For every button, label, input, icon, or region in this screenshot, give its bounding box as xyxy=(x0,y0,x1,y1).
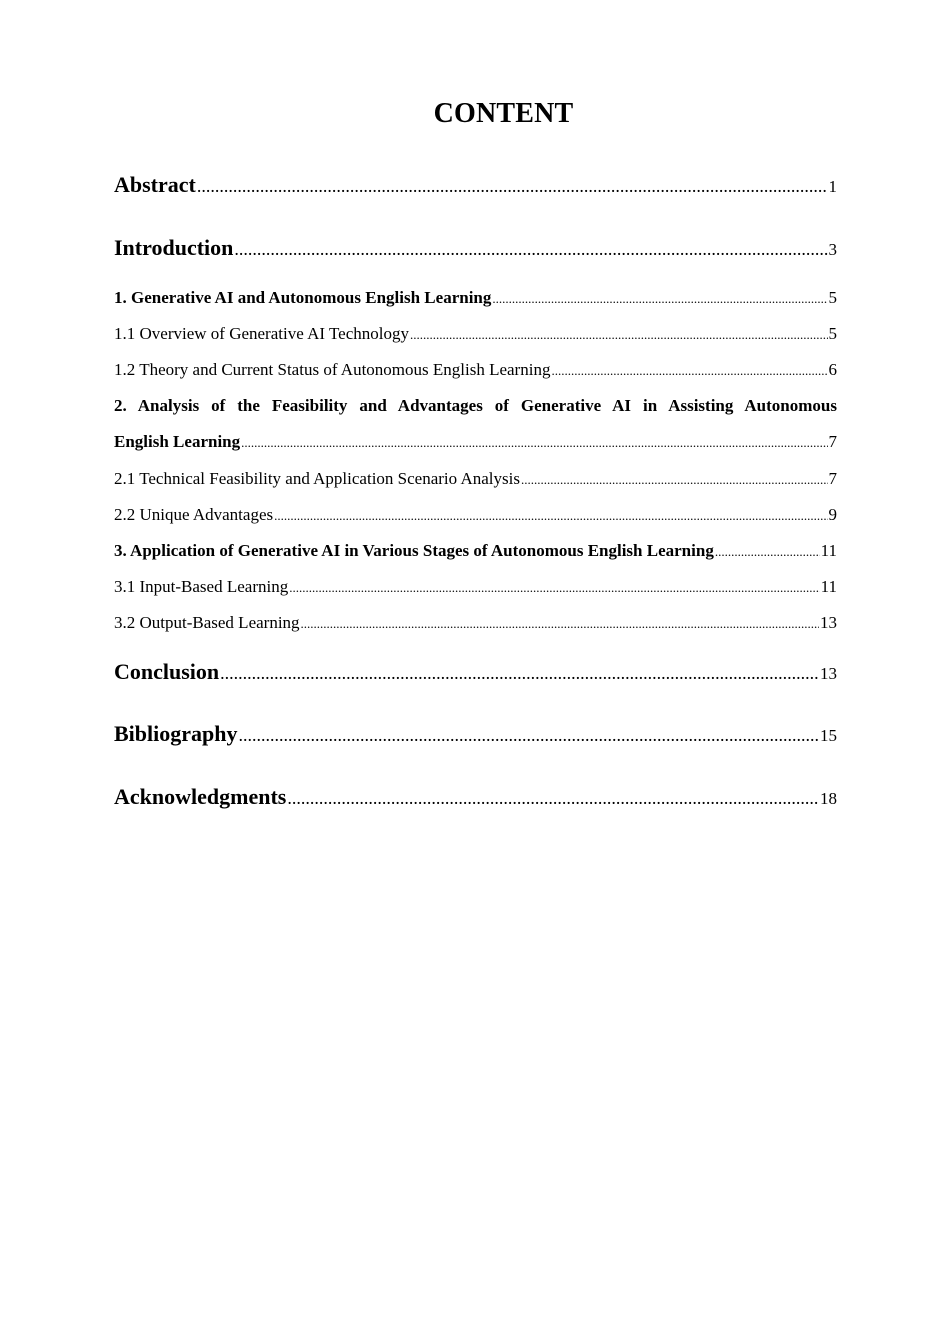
toc-page-number: 13 xyxy=(820,613,837,632)
toc-entry-label: 2.2 Unique Advantages xyxy=(114,505,274,524)
dot-leader xyxy=(492,291,827,307)
toc-entry-acknowledgments[interactable] xyxy=(114,784,837,810)
dot-leader xyxy=(220,663,819,684)
toc-entry-label: Introduction xyxy=(114,235,234,260)
dot-leader xyxy=(410,327,828,343)
toc-entry-section-2-1[interactable] xyxy=(114,469,837,489)
toc-entry-abstract[interactable] xyxy=(114,172,837,198)
toc-entry-section-1-2[interactable] xyxy=(114,360,837,380)
toc-entry-label: 1. Generative AI and Autonomous English Learning xyxy=(114,288,492,307)
toc-entry-bibliography[interactable] xyxy=(114,721,837,747)
toc-page-number: 7 xyxy=(828,469,837,488)
dot-leader xyxy=(234,239,827,260)
dot-leader xyxy=(238,725,819,746)
toc-page-number: 11 xyxy=(820,577,837,596)
dot-leader xyxy=(289,580,819,596)
dot-leader xyxy=(551,363,827,379)
toc-entry-section-1[interactable] xyxy=(114,288,837,308)
dot-leader xyxy=(521,472,828,488)
dot-leader xyxy=(287,788,819,809)
toc-page-number: 13 xyxy=(820,664,837,683)
toc-entry-label: 1.2 Theory and Current Status of Autonomous English Learning xyxy=(114,360,551,379)
dot-leader xyxy=(241,435,827,451)
toc-page-number: 15 xyxy=(820,726,837,745)
toc-page-number: 7 xyxy=(828,432,837,451)
dot-leader xyxy=(715,544,820,560)
dot-leader xyxy=(197,176,828,197)
toc-page-number: 3 xyxy=(828,240,837,259)
toc-entry-section-1-1[interactable] xyxy=(114,324,837,344)
toc-entry-label: 3.2 Output-Based Learning xyxy=(114,613,300,632)
toc-entry-label: Abstract xyxy=(114,172,196,197)
toc-entry-label: 3.1 Input-Based Learning xyxy=(114,577,289,596)
toc-entry-section-3-2[interactable] xyxy=(114,613,837,633)
toc-entry-conclusion[interactable] xyxy=(114,659,837,685)
toc-page-number: 5 xyxy=(828,288,837,307)
toc-entry-section-2[interactable] xyxy=(114,432,837,452)
toc-entry-label: 3. Application of Generative AI in Various Stages of Autonomous English Learning xyxy=(114,541,714,560)
toc-page-number: 11 xyxy=(820,541,837,560)
toc-entry-section-2-2[interactable] xyxy=(114,505,837,525)
toc-entry-label: English Learning xyxy=(114,432,241,451)
toc-page-number: 6 xyxy=(828,360,837,379)
toc-page-number: 1 xyxy=(828,177,837,196)
toc-entry-introduction[interactable] xyxy=(114,235,837,261)
toc-entry-section-3-1[interactable] xyxy=(114,577,837,597)
dot-leader xyxy=(301,616,819,632)
toc-entry-label: 2.1 Technical Feasibility and Application Scenario Analysis xyxy=(114,469,520,488)
toc-page-number: 18 xyxy=(820,789,837,808)
toc-entry-label: Acknowledgments xyxy=(114,784,287,809)
toc-page-number: 9 xyxy=(828,505,837,524)
toc-entry-label: 1.1 Overview of Generative AI Technology xyxy=(114,324,409,343)
toc-entry-label: Conclusion xyxy=(114,659,220,684)
toc-entry-section-2-line1[interactable]: 2. Analysis of the Feasibility and Advantages of Generative AI in Assisting Autonomous xyxy=(114,396,837,415)
toc-page-number: 5 xyxy=(828,324,837,343)
dot-leader xyxy=(274,508,827,524)
toc-title: CONTENT xyxy=(433,98,574,129)
toc-entry-section-3[interactable] xyxy=(114,541,837,561)
toc-entry-label: Bibliography xyxy=(114,721,238,746)
